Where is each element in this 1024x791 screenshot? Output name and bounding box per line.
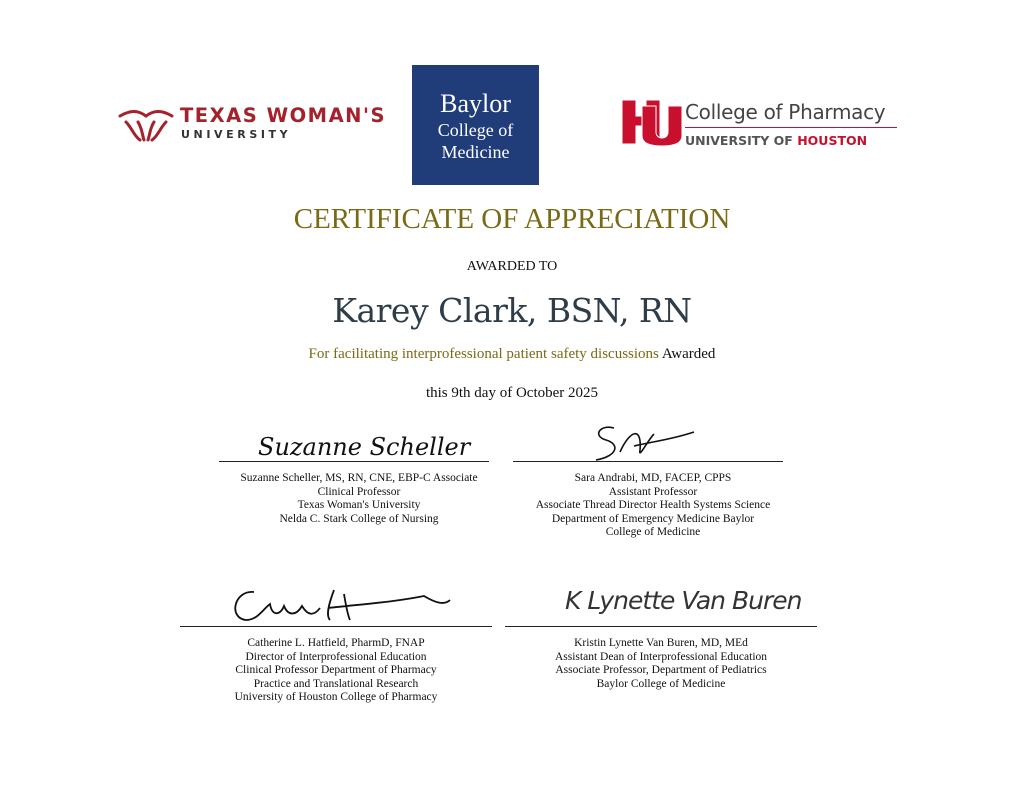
signatory-title: Clinical Professor — [317, 485, 401, 498]
signature-lynette-van-buren: K Lynette Van Buren — [565, 586, 802, 615]
uh-logo-subtitle-prefix: UNIVERSITY OF — [685, 133, 798, 148]
uh-logo-subtitle-highlight: HOUSTON — [797, 133, 868, 148]
signature-suzanne-scheller: Suzanne Scheller — [258, 433, 471, 461]
signatory-department: Practice and Translational Research — [253, 677, 419, 690]
bcm-logo-line1: Baylor — [440, 89, 511, 118]
signatory-title: Associate Professor, Department of Pediatrics — [555, 664, 767, 677]
signatory-name: Suzanne Scheller, MS, RN, CNE, EBP-C Associate — [240, 472, 478, 484]
signatory-block — [180, 637, 492, 705]
twu-logo-name: TEXAS WOMAN'S — [180, 104, 386, 127]
bcm-logo-line3: Medicine — [441, 142, 510, 162]
signatory-name: Kristin Lynette Van Buren, MD, MEd — [574, 637, 748, 649]
twu-logo-subtitle: UNIVERSITY — [181, 128, 292, 141]
signatory-block — [204, 472, 514, 526]
signatory-institution: College of Medicine — [605, 526, 701, 539]
signature-line — [505, 626, 817, 627]
signatory-department: Nelda C. Stark College of Nursing — [279, 512, 439, 525]
signatory-block — [498, 472, 808, 540]
signature-line — [513, 461, 783, 462]
uh-logo-mark — [620, 96, 682, 148]
signatory-title: Clinical Professor Department of Pharmacy — [235, 664, 437, 677]
signatory-institution: University of Houston College of Pharmacy — [234, 691, 438, 704]
award-date: this 9th day of October 2025 — [425, 385, 599, 401]
signature-line — [180, 626, 492, 627]
signature-line — [219, 461, 489, 462]
twu-logo — [116, 102, 176, 146]
signatory-block — [505, 637, 817, 691]
signatory-title: Director of Interprofessional Education — [245, 650, 427, 663]
award-reason — [0, 346, 1024, 363]
signatory-institution: Texas Woman's University — [297, 499, 421, 512]
recipient-name: Karey Clark, BSN, RN — [332, 291, 692, 330]
uh-logo-name: College of Pharmacy — [685, 100, 886, 124]
signature-catherine-hatfield — [224, 586, 454, 626]
award-reason-suffix: Awarded — [661, 346, 716, 362]
signatory-department: Department of Emergency Medicine Baylor — [551, 512, 755, 525]
uh-logo-subtitle — [685, 133, 867, 148]
bcm-logo — [412, 65, 539, 185]
signatory-name: Catherine L. Hatfield, PharmD, FNAP — [247, 637, 425, 649]
uh-logo-rule — [685, 127, 897, 128]
signatory-title: Associate Thread Director Health Systems Science — [535, 499, 771, 512]
bcm-logo-line2: College of — [437, 120, 514, 140]
signature-sara-andrabi — [590, 420, 700, 464]
signatory-name: Sara Andrabi, MD, FACEP, CPPS — [574, 472, 732, 484]
certificate-title: CERTIFICATE OF APPRECIATION — [293, 203, 731, 235]
signatory-institution: Baylor College of Medicine — [596, 677, 726, 690]
award-reason-text: For facilitating interprofessional patient safety discussions — [308, 346, 659, 362]
signatory-title: Assistant Professor — [608, 485, 698, 498]
awarded-to-label: AWARDED TO — [466, 259, 558, 274]
signatory-title: Assistant Dean of Interprofessional Education — [554, 650, 768, 663]
